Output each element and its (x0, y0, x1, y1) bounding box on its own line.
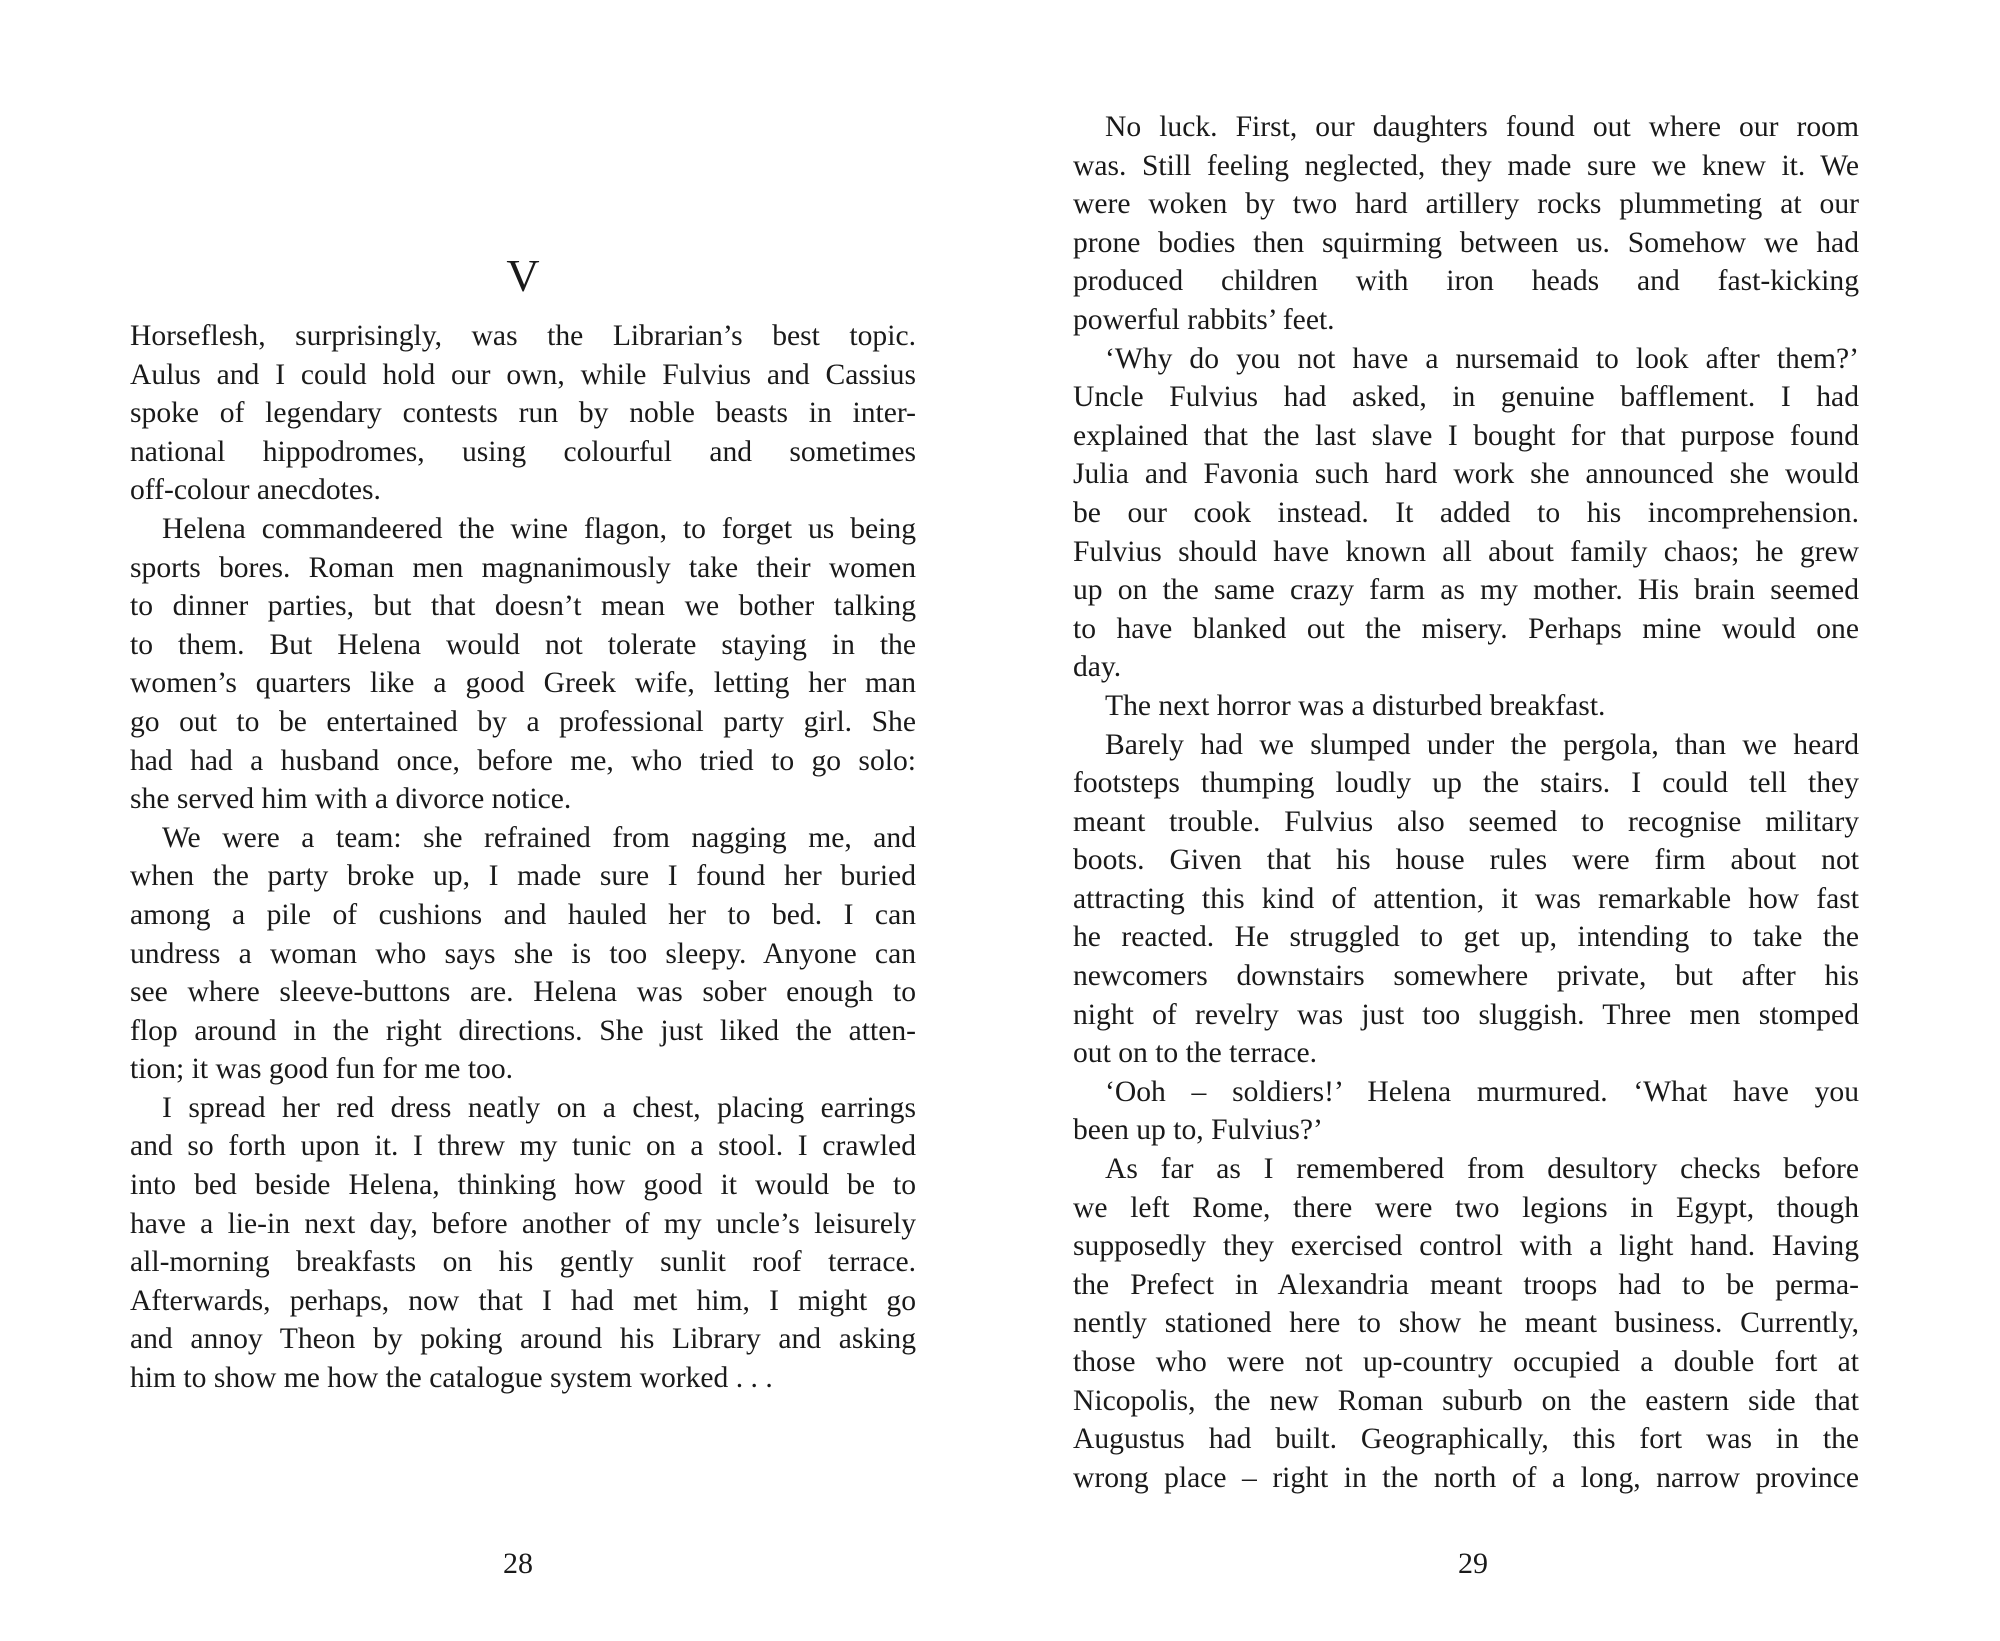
text-line: Uncle Fulvius had asked, in genuine bafflement. I had (1073, 381, 1859, 414)
page-number-right: 29 (1458, 1547, 1488, 1580)
text-line: sports bores. Roman men magnanimously take their women (130, 551, 916, 584)
text-line: spoke of legendary contests run by noble beasts in inter- (130, 397, 916, 430)
text-line: supposedly they exercised control with a light hand. Having (1073, 1230, 1859, 1263)
text-line: among a pile of cushions and hauled her to bed. I can (130, 898, 916, 931)
text-line: wrong place – right in the north of a long, narrow province (1073, 1461, 1859, 1494)
text-line: day. (1073, 651, 1122, 684)
text-line: him to show me how the catalogue system worked . . . (130, 1362, 773, 1395)
text-line: was. Still feeling neglected, they made sure we knew it. We (1073, 149, 1859, 182)
text-line: be our cook instead. It added to his incomprehension. (1073, 496, 1859, 529)
text-line: to have blanked out the misery. Perhaps mine would one (1073, 612, 1859, 645)
text-line: up on the same crazy farm as my mother. His brain seemed (1073, 574, 1859, 607)
text-line: Horseflesh, surprisingly, was the Librarian’s best topic. (130, 320, 916, 352)
text-line: Aulus and I could hold our own, while Fulvius and Cassius (130, 358, 916, 391)
text-line: prone bodies then squirming between us. Somehow we had (1073, 226, 1859, 259)
right-page (1000, 0, 2000, 1641)
text-line: powerful rabbits’ feet. (1073, 303, 1335, 336)
text-line: off-colour anecdotes. (130, 474, 381, 507)
text-line: see where sleeve-buttons are. Helena was sober enough to (130, 976, 916, 1009)
text-line: to dinner parties, but that doesn’t mean we bother talking (130, 590, 916, 623)
text-line: ‘Ooh – soldiers!’ Helena murmured. ‘What have you (1105, 1075, 1859, 1108)
text-line: we left Rome, there were two legions in Egypt, though (1073, 1191, 1859, 1224)
text-line: The next horror was a disturbed breakfast. (1105, 689, 1606, 722)
text-line: those who were not up-country occupied a double fort at (1073, 1346, 1859, 1378)
text-line: he reacted. He struggled to get up, intending to take the (1073, 921, 1859, 954)
text-line: No luck. First, our daughters found out where our room (1105, 111, 1859, 143)
text-line: I spread her red dress neatly on a chest, placing earrings (162, 1091, 916, 1124)
text-line: ‘Why do you not have a nursemaid to look after them?’ (1105, 342, 1859, 375)
text-line: Augustus had built. Geographically, this fort was in the (1073, 1423, 1859, 1456)
text-line: nently stationed here to show he meant business. Currently, (1073, 1307, 1859, 1340)
text-line: Helena commandeered the wine flagon, to forget us being (162, 512, 916, 545)
text-line: and so forth upon it. I threw my tunic on a stool. I crawled (130, 1130, 916, 1163)
text-line: national hippodromes, using colourful and sometimes (130, 435, 916, 468)
text-line: had had a husband once, before me, who tried to go solo: (130, 744, 916, 777)
text-line: when the party broke up, I made sure I found her buried (130, 860, 916, 893)
text-line: explained that the last slave I bought for that purpose found (1073, 419, 1859, 452)
text-line: to them. But Helena would not tolerate staying in the (130, 628, 916, 661)
text-line: Afterwards, perhaps, now that I had met him, I might go (130, 1284, 916, 1317)
chapter-heading: V (506, 250, 540, 301)
text-line: meant trouble. Fulvius also seemed to recognise military (1073, 805, 1859, 838)
text-line: and annoy Theon by poking around his Library and asking (130, 1323, 916, 1356)
left-page-text (130, 317, 916, 1398)
text-line: she served him with a divorce notice. (130, 783, 572, 816)
text-line: go out to be entertained by a professional party girl. She (130, 705, 916, 738)
text-line: night of revelry was just too sluggish. Three men stomped (1073, 998, 1859, 1031)
text-line: Julia and Favonia such hard work she announced she would (1073, 458, 1859, 491)
text-line: tion; it was good fun for me too. (130, 1053, 514, 1086)
text-line: have a lie-in next day, before another of my uncle’s leisurely (130, 1207, 916, 1240)
text-line: footsteps thumping loudly up the stairs. I could tell they (1073, 767, 1859, 800)
text-line: As far as I remembered from desultory checks before (1105, 1153, 1859, 1186)
text-line: into bed beside Helena, thinking how good it would be to (130, 1169, 916, 1202)
text-line: flop around in the right directions. She just liked the atten- (130, 1014, 916, 1047)
text-line: boots. Given that his house rules were firm about not (1073, 844, 1859, 877)
text-line: all-morning breakfasts on his gently sunlit roof terrace. (130, 1246, 916, 1279)
text-line: were woken by two hard artillery rocks plummeting at our (1073, 188, 1859, 221)
text-line: We were a team: she refrained from nagging me, and (162, 821, 916, 854)
text-line: Fulvius should have known all about family chaos; he grew (1073, 535, 1859, 568)
text-line: Barely had we slumped under the pergola, than we heard (1105, 728, 1859, 761)
text-line: the Prefect in Alexandria meant troops had to be perma- (1073, 1268, 1859, 1301)
text-line: produced children with iron heads and fast-kicking (1073, 265, 1859, 298)
text-line: women’s quarters like a good Greek wife, letting her man (130, 667, 916, 700)
text-line: Nicopolis, the new Roman suburb on the eastern side that (1073, 1384, 1859, 1417)
text-line: out on to the terrace. (1073, 1037, 1318, 1070)
page-number-left: 28 (503, 1547, 533, 1580)
text-line: been up to, Fulvius?’ (1073, 1114, 1323, 1147)
text-line: newcomers downstairs somewhere private, but after his (1073, 960, 1859, 993)
text-line: undress a woman who says she is too sleepy. Anyone can (130, 937, 916, 970)
text-line: attracting this kind of attention, it was remarkable how fast (1073, 882, 1859, 915)
right-page-text (1073, 108, 1859, 1497)
